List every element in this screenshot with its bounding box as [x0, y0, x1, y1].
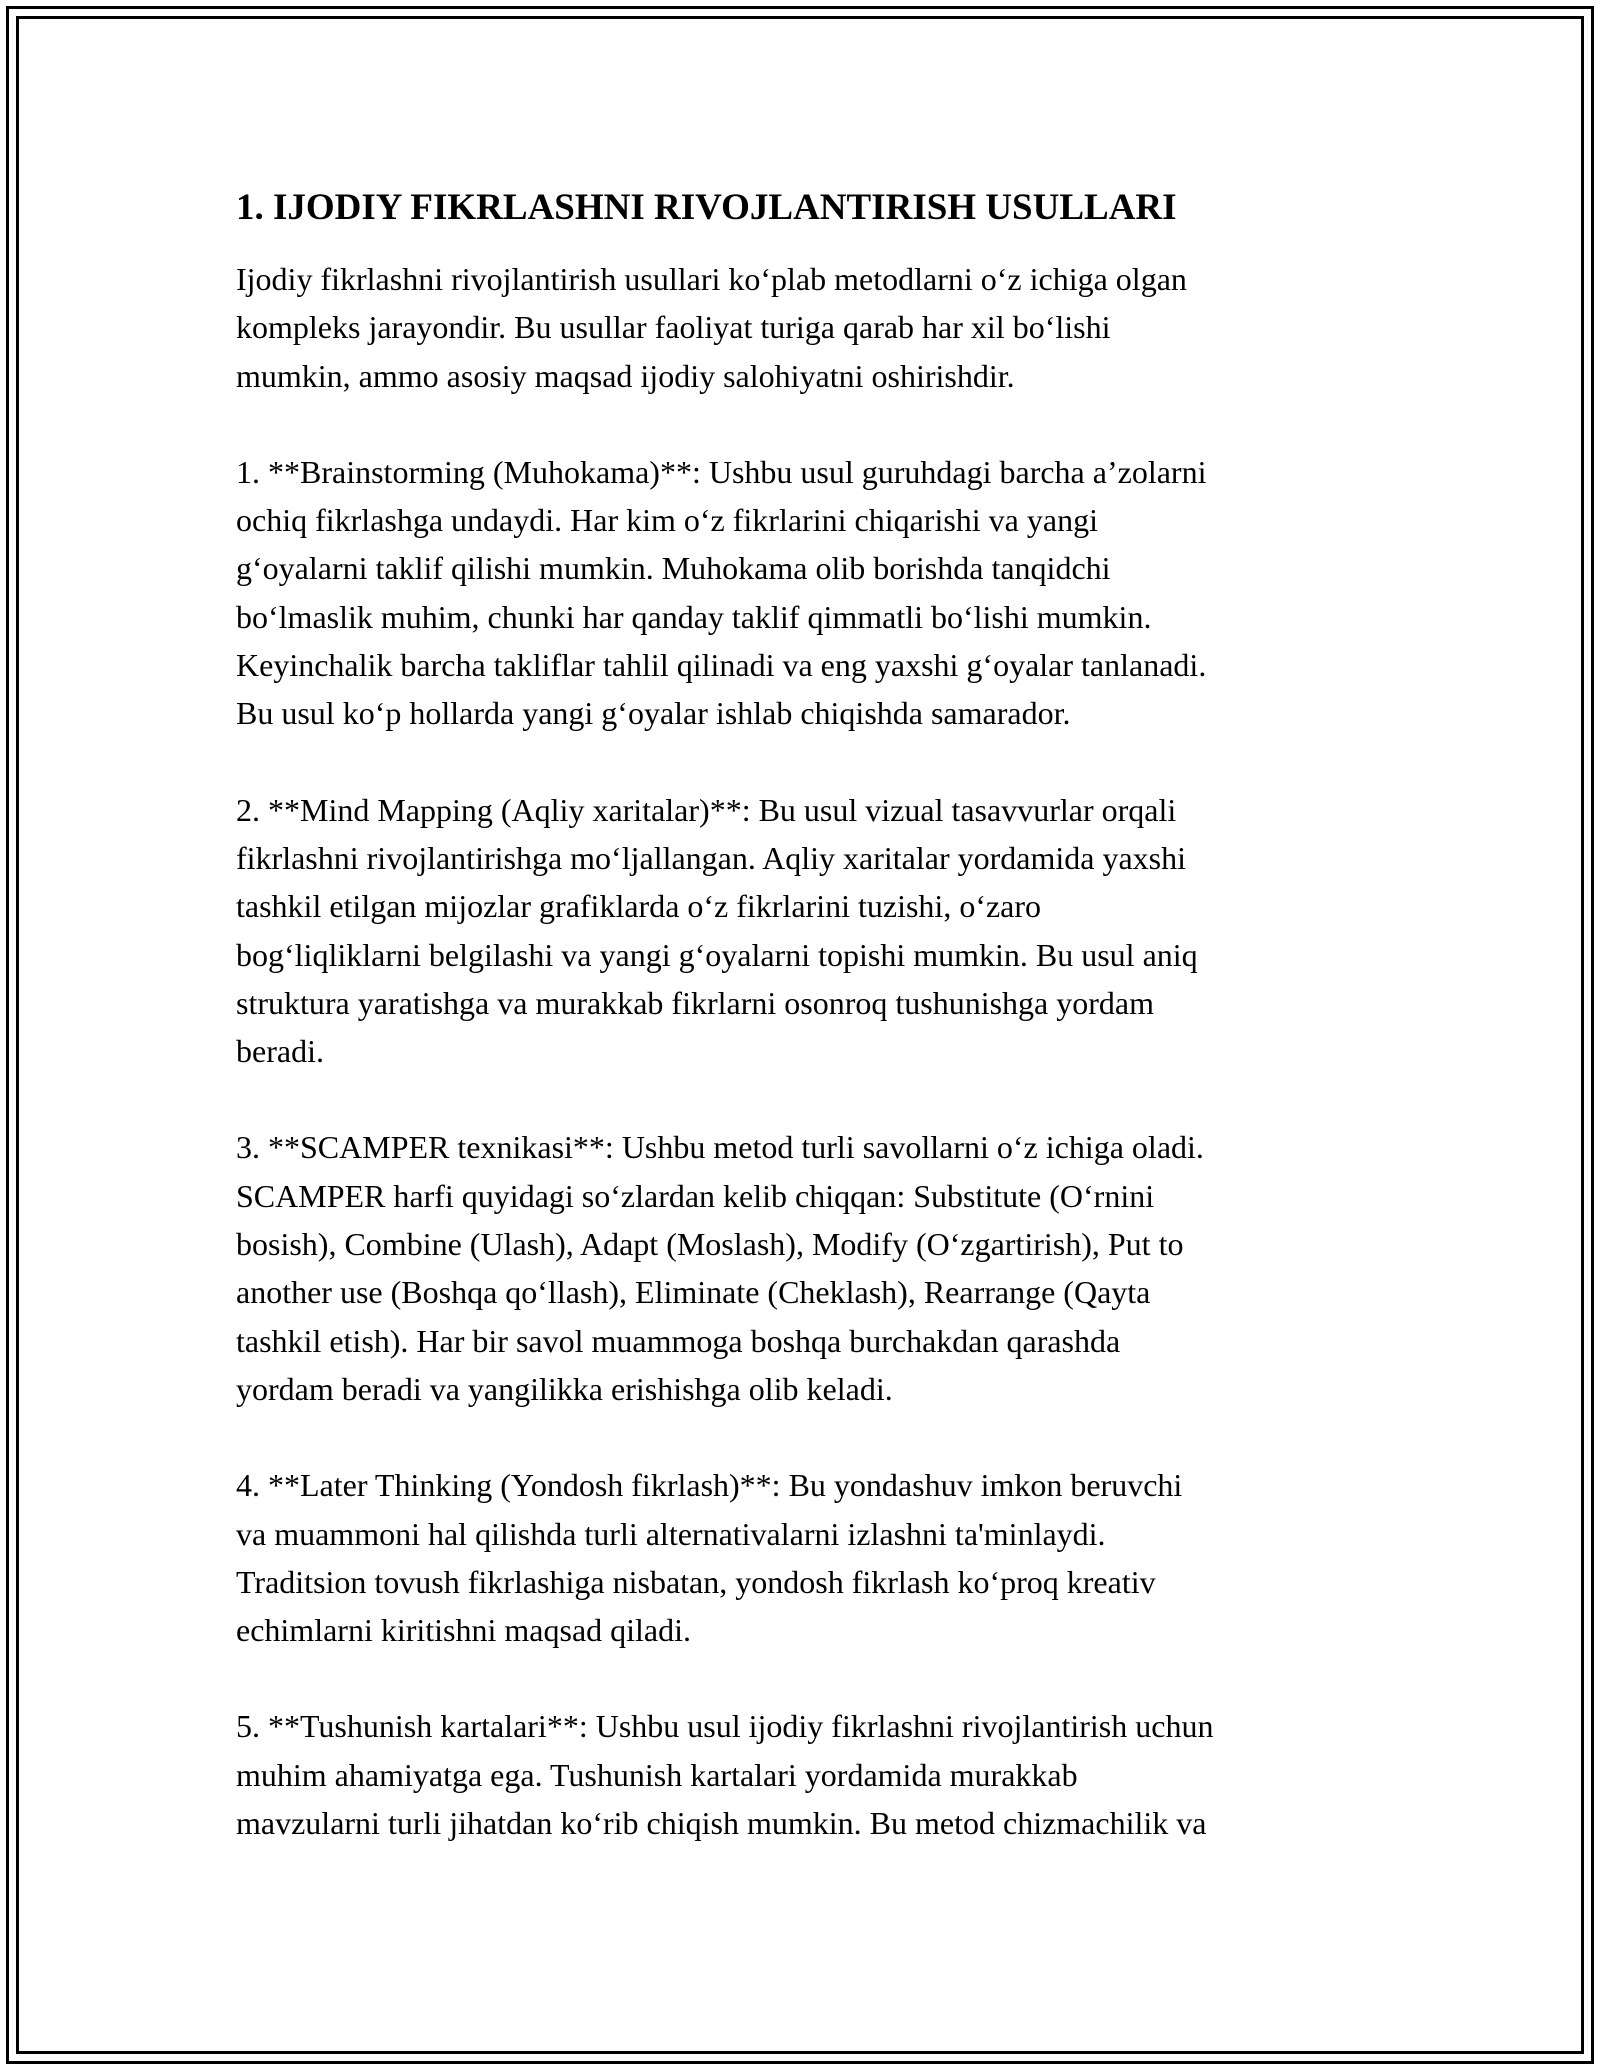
text-line: Bu usul ko‘p hollarda yangi g‘oyalar ishlab chiqishda samarador. — [236, 695, 1071, 732]
text-line: 5. **Tushunish kartalari**: Ushbu usul ijodiy fikrlashni rivojlantirish uchun — [236, 1708, 1214, 1745]
text-line: SCAMPER harfi quyidagi so‘zlardan kelib chiqqan: Substitute (O‘rnini — [236, 1177, 1155, 1214]
paragraph — [236, 448, 1366, 738]
text-line: 2. **Mind Mapping (Aqliy xaritalar)**: Bu usul vizual tasavvurlar orqali — [236, 791, 1177, 828]
document-body — [236, 185, 1366, 1895]
text-line: kompleks jarayondir. Bu usullar faoliyat turiga qarab har xil bo‘lishi — [236, 309, 1111, 346]
text-line: tashkil etilgan mijozlar grafiklarda o‘z fikrlarini tuzishi, o‘zaro — [236, 888, 1042, 925]
paragraph — [236, 1123, 1366, 1413]
text-line: another use (Boshqa qo‘llash), Eliminate (Cheklash), Rearrange (Qayta — [236, 1274, 1151, 1311]
text-line: yordam beradi va yangilikka erishishga olib keladi. — [236, 1370, 893, 1407]
text-line: Keyinchalik barcha takliflar tahlil qilinadi va eng yaxshi g‘oyalar tanlanadi. — [236, 647, 1207, 684]
text-line: ochiq fikrlashga undaydi. Har kim o‘z fikrlarini chiqarishi va yangi — [236, 502, 1098, 539]
paragraph-list — [236, 255, 1366, 1847]
text-line: fikrlashni rivojlantirishga mo‘ljallangan. Aqliy xaritalar yordamida yaxshi — [236, 839, 1186, 876]
text-line: bo‘lmaslik muhim, chunki har qanday taklif qimmatli bo‘lishi mumkin. — [236, 598, 1152, 635]
text-line: echimlarni kiritishni maqsad qiladi. — [236, 1612, 692, 1649]
text-line: g‘oyalarni taklif qilishi mumkin. Muhokama olib borishda tanqidchi — [236, 550, 1111, 587]
text-line: mumkin, ammo asosiy maqsad ijodiy salohiyatni oshirishdir. — [236, 357, 1015, 394]
text-line: struktura yaratishga va murakkab fikrlarni osonroq tushunishga yordam — [236, 984, 1154, 1021]
paragraph — [236, 1461, 1366, 1654]
text-line: 4. **Later Thinking (Yondosh fikrlash)**: Bu yondashuv imkon beruvchi — [236, 1467, 1183, 1504]
document-title: 1. IJODIY FIKRLASHNI RIVOJLANTIRISH USULLARI — [236, 187, 1177, 228]
text-line: bosish), Combine (Ulash), Adapt (Moslash), Modify (O‘zgartirish), Put to — [236, 1226, 1184, 1263]
text-line: Traditsion tovush fikrlashiga nisbatan, yondosh fikrlash ko‘proq kreativ — [236, 1563, 1156, 1600]
text-line: Ijodiy fikrlashni rivojlantirish usullari ko‘plab metodlarni o‘z ichiga olgan — [236, 261, 1187, 297]
text-line: beradi. — [236, 1033, 324, 1070]
paragraph — [236, 255, 1366, 400]
text-line: mavzularni turli jihatdan ko‘rib chiqish mumkin. Bu metod chizmachilik va — [236, 1805, 1207, 1842]
text-line: muhim ahamiyatga ega. Tushunish kartalari yordamida murakkab — [236, 1756, 1078, 1793]
text-line: va muammoni hal qilishda turli alternativalarni izlashni ta'minlaydi. — [236, 1515, 1106, 1552]
text-line: 3. **SCAMPER texnikasi**: Ushbu metod turli savollarni o‘z ichiga oladi. — [236, 1129, 1204, 1166]
paragraph — [236, 1702, 1366, 1847]
text-line: 1. **Brainstorming (Muhokama)**: Ushbu usul guruhdagi barcha a’zolarni — [236, 453, 1207, 490]
text-line: bog‘liqliklarni belgilashi va yangi g‘oyalarni topishi mumkin. Bu usul aniq — [236, 936, 1198, 973]
text-line: tashkil etish). Har bir savol muammoga boshqa burchakdan qarashda — [236, 1322, 1121, 1359]
paragraph — [236, 786, 1366, 1076]
